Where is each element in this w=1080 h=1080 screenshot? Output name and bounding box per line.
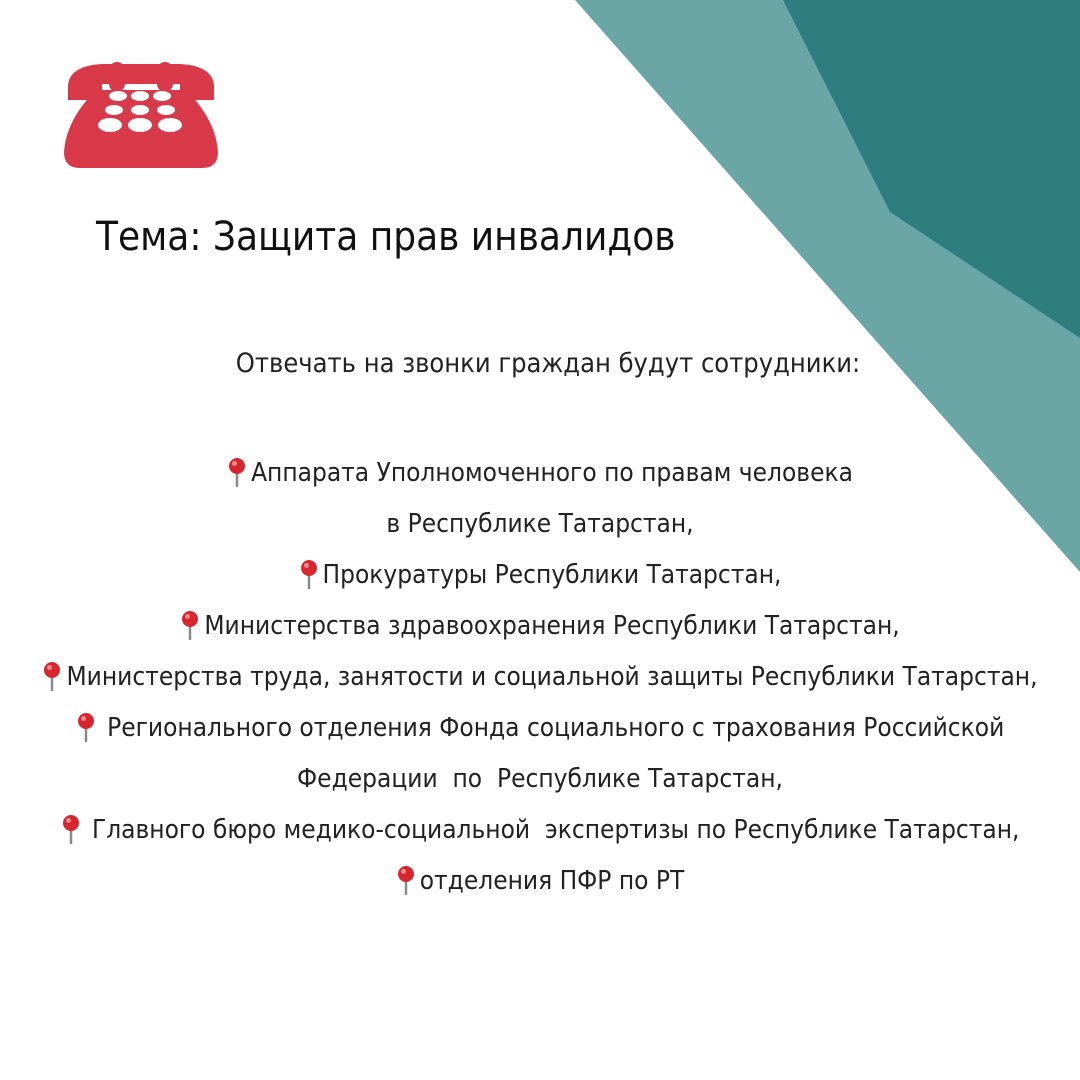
organization-text: Министерства труда, занятости и социальной защиты Республики Татарстан,	[66, 662, 1038, 692]
organization-item	[0, 805, 1080, 856]
pushpin-icon	[396, 862, 416, 892]
pushpin-icon	[180, 607, 200, 637]
organization-item	[0, 856, 1080, 907]
pushpin-icon	[76, 709, 96, 739]
organization-list	[0, 448, 1080, 907]
topic-heading: Тема: Защита прав инвалидов	[96, 214, 676, 260]
organization-text: в Республике Татарстан,	[386, 509, 694, 539]
organization-text: Прокуратуры Республики Татарстан,	[322, 560, 782, 590]
organization-item	[0, 601, 1080, 652]
pushpin-icon	[42, 658, 62, 688]
organization-text: Аппарата Уполномоченного по правам человека	[251, 458, 853, 488]
pushpin-icon	[61, 811, 81, 841]
organization-text: Федерации по Республике Татарстан,	[297, 764, 783, 794]
telephone-icon	[62, 60, 220, 170]
organization-item	[0, 754, 1080, 805]
organization-item	[0, 652, 1080, 703]
organization-item	[0, 550, 1080, 601]
organization-item	[0, 703, 1080, 754]
pushpin-icon	[227, 454, 247, 484]
organization-item	[0, 448, 1080, 499]
organization-text: Регионального отделения Фонда социального с трахования Российской	[99, 713, 1005, 743]
organization-text: отделения ПФР по РТ	[419, 866, 685, 896]
intro-text: Отвечать на звонки граждан будут сотрудники:	[235, 348, 861, 379]
organization-text: Главного бюро медико-социальной экспертизы по Республике Татарстан,	[84, 815, 1020, 845]
organization-item	[0, 499, 1080, 550]
pushpin-icon	[299, 556, 319, 586]
organization-text: Министерства здравоохранения Республики Татарстан,	[204, 611, 900, 641]
